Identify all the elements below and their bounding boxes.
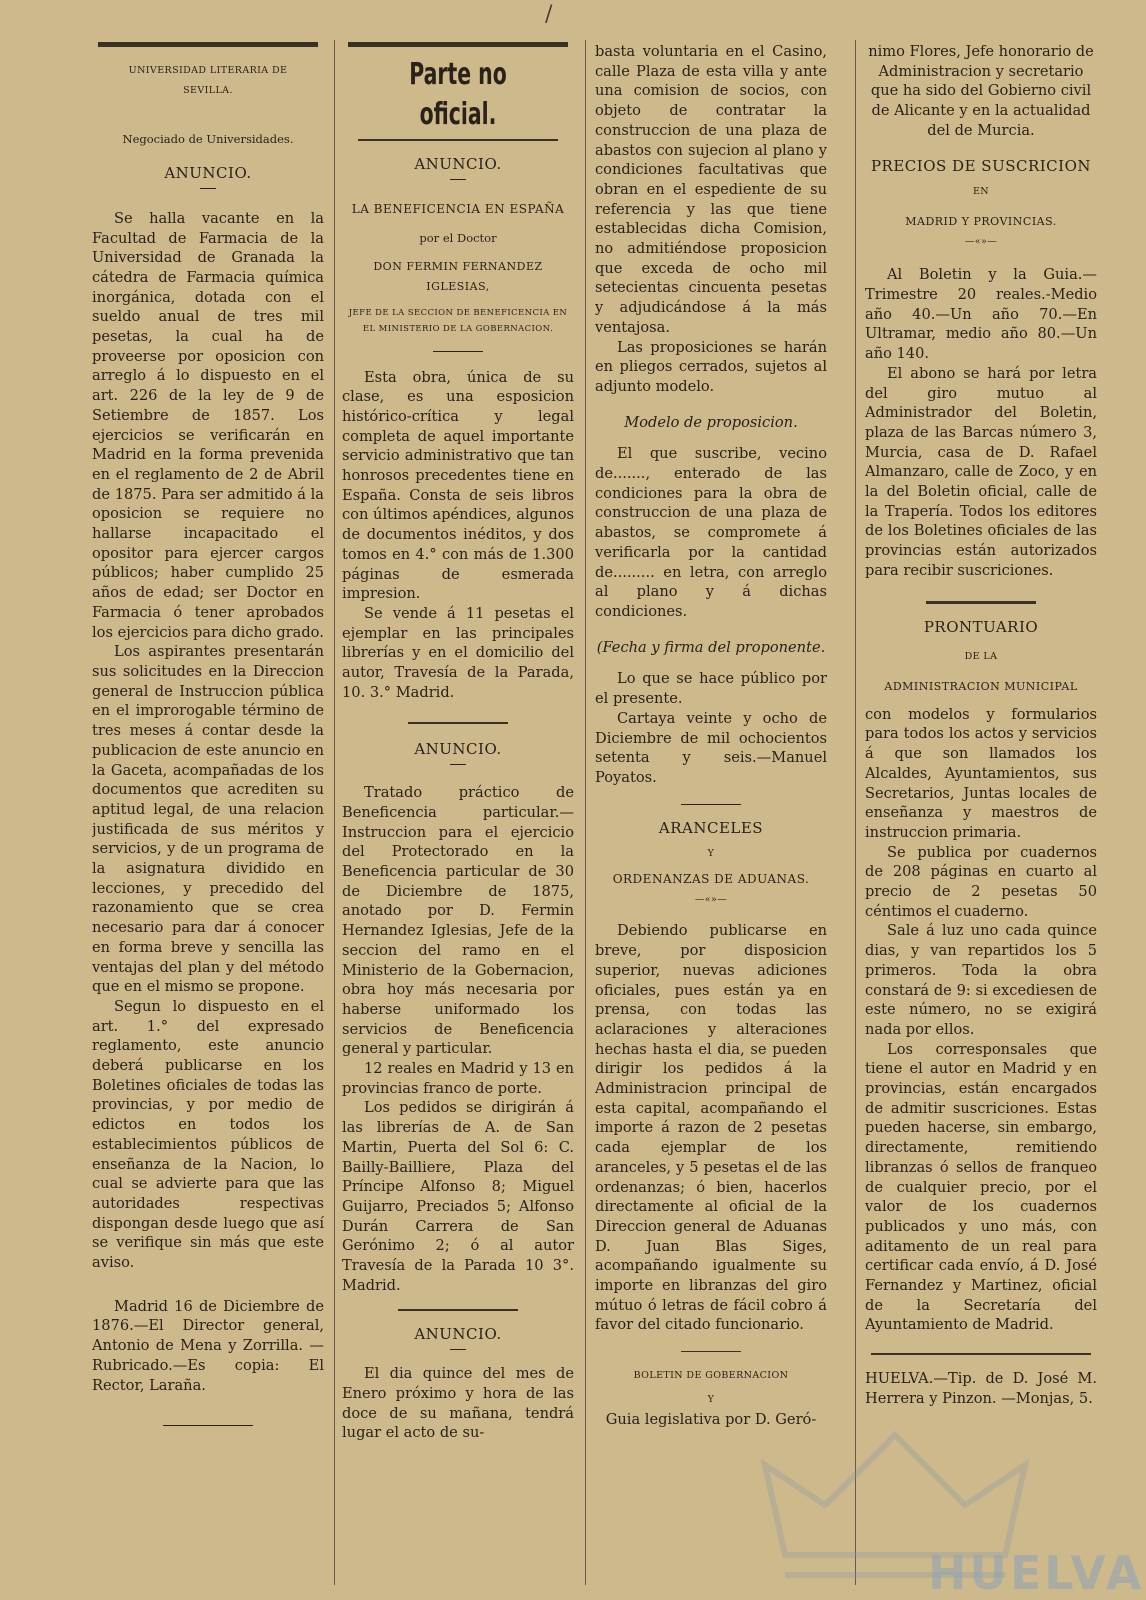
ornament: —«»— (694, 893, 728, 905)
aranceles-and: Y (707, 848, 715, 860)
anuncio-heading: ANUNCIO. (164, 164, 252, 183)
column-rule (855, 40, 856, 1585)
paragraph: El abono se hará por letra del giro mutuo al Administrador del Boletin, plaza de las Barcas número 3, Murcia, casa de D. Rafael Almanzaro, calle de Zoco, y en la del Boletin oficial, calle de la Trapería. Todos los editores de los Boletines oficiales de las provincias están autorizados para recibir suscriciones. (865, 364, 1097, 579)
book-title: LA BENEFICENCIA EN ESPAÑA (351, 201, 565, 216)
paragraph: basta voluntaria en el Casino, calle Plaza de esta villa y ante una comision de socios, con objeto de contratar la construccion de una plaza de abastos con sujecion al plano y condiciones facultativas que obran en el espediente de su referencia y las que tiene establecidas dicha Comision, no admitiéndose proposicion que exceda de ocho mil setecientas cincuenta pesetas y adjudicándose á la más ventajosa. (595, 43, 827, 336)
paragraph: Lo que se hace público por el presente. (595, 670, 827, 708)
precios-heading: PRECIOS DE SUSCRICION (870, 156, 1092, 175)
column-3 (595, 42, 827, 1590)
boletin-guia: Guia legislativa por D. Geró- (605, 1410, 817, 1428)
boletin-heading: BOLETIN DE GOBERNACION (633, 1370, 789, 1382)
divider (450, 1349, 466, 1350)
section-title: Parte no oficial. (409, 57, 507, 132)
paragraph: Se halla vacante en la Facultad de Farmacia de la Universidad de Granada la cátedra de Farmacia química inorgánica, dotada con el sueldo anual de tres mil pesetas, la cual ha de proveerse por oposicion con arreglo á lo dispuesto en el art. 226 de la ley de 9 de Setiembre de 1857. Los ejercicios se verificarán en Madrid en la forma prevenida en el reglamento de 2 de Abril de 1875. Para ser admitido á la oposicion se requiere no hallarse incapacitado el opositor para ejercer cargos públicos; haber cumplido 25 años de edad; ser Doctor en Farmacia ó tener aprobados los ejercicios para dicho grado. (92, 209, 324, 641)
divider (681, 804, 741, 805)
divider (433, 351, 483, 352)
ornament: —«»— (964, 235, 998, 247)
anuncio-heading: ANUNCIO. (414, 740, 502, 759)
prontuario-heading: PRONTUARIO (923, 617, 1039, 636)
divider (926, 601, 1036, 604)
column-4 (865, 42, 1097, 1590)
paragraph: Segun lo dispuesto en el art. 1.° del expresado reglamento, este anuncio deberá publicarse en los Boletines oficiales de todas las provincias, y por medio de edictos en todos los establecimientos públicos de enseñanza de la Nacion, lo cual se advierte para que las autoridades respectivas dispongan desde luego que así se verifique sin más que este aviso. (92, 997, 324, 1272)
column-2 (342, 42, 574, 1590)
top-mark: / (545, 2, 553, 27)
anuncio-heading: ANUNCIO. (414, 155, 502, 173)
paragraph: Se vende á 11 pesetas el ejemplar en las principales librerías y en el domicilio del autor, Travesía de la Parada, 10. 3.° Madrid. (342, 604, 574, 701)
column-1 (92, 42, 324, 1590)
administracion-heading: ADMINISTRACION MUNICIPAL (884, 679, 1078, 693)
aranceles-heading: ARANCELES (658, 818, 764, 837)
paragraph: Los pedidos se dirigirán á las librerías de A. de San Martin, Puerta del Sol 6: C. Bailly-Bailliere, Plaza del Príncipe Alfonso 8; Miguel Guijarro, Preciados 5; Alfonso Durán Carrera de San Gerónimo 2; ó al autor Travesía de la Parada 10 3°. Madrid. (342, 1099, 574, 1294)
paragraph: Debiendo publicarse en breve, por disposicion superior, nuevas adiciones oficiales, pues están ya en prensa, con todas las aclaraciones y alteraciones hechas hasta el dia, se pueden dirigir los pedidos á la Administracion principal de esta capital, acompañando el importe á razon de 2 pesetas cada ejemplar de los aranceles, y 5 pesetas el de las ordenanzas; ó bien, hacerlos directamente al oficial de la Direccion general de Aduanas D. Juan Blas Siges, acompañando igualmente su importe en libranzas del giro mútuo ó letras de fácil cobro á favor del citado funcionario. (595, 922, 827, 1334)
signature-paragraph: Madrid 16 de Diciembre de 1876.—El Director general, Antonio de Mena y Zorrilla. —Rubricado.—Es copia: El Rector, Laraña. (92, 1297, 324, 1394)
column-rule (585, 40, 586, 1585)
top-bar (98, 42, 318, 47)
paragraph: Los aspirantes presentarán sus solicitudes en la Direccion general de Instruccion pública en el improrogable término de tres meses á contar desde la publicacion de este anuncio en la Gaceta, acompañadas de los documentos que acrediten su aptitud legal, de una relacion justificada de sus méritos y servicios, y de un programa de la asignatura dividido en lecciones, y precedido del razonamiento que se crea necesario para dar á conocer en forma breve y sencilla las ventajas del plan y del método que en el mismo se propone. (92, 643, 324, 996)
ordenanzas-heading: ORDENANZAS DE ADUANAS. (612, 872, 810, 887)
paragraph: nimo Flores, Jefe honorario de Administracion y secretario que ha sido del Gobierno civil de Alicante y en la actualidad del de Murcia. (868, 43, 1094, 139)
watermark-text: HUELVA (928, 1546, 1145, 1600)
model-heading: Modelo de proposicion. (624, 413, 798, 431)
boletin-and: Y (707, 1393, 715, 1405)
paragraph: Los corresponsales que tiene el autor en Madrid y en provincias, están encargados de admitir suscriciones. Estas pueden hacerse, sin embargo, directamente, remitiendo libranzas ó sellos de franqueo de cualquier precio, por el valor de los cuadernos publicados y uno más, con aditamento de un real para certificar cada envío, á D. José Fernandez y Martinez, oficial de la Secretaría del Ayuntamiento de Madrid. (865, 1040, 1097, 1334)
paragraph: con modelos y formularios para todos los actos y servicios á que son llamados los Alcaldes, Ayuntamientos, sus Secretarios, Juntas locales de enseñanza y maestros de instruccion primaria. (865, 705, 1097, 841)
divider (358, 139, 558, 141)
imprint: HUELVA.—Tip. de D. José M. Herrera y Pinzon. —Monjas, 5. (865, 1370, 1097, 1407)
university-city: SEVILLA. (183, 84, 233, 96)
signature-note: (Fecha y firma del proponente. (596, 638, 826, 656)
author-title: JEFE DE LA SECCION DE BENEFICENCIA EN EL MINISTERIO DE LA GOBERNACION. (348, 307, 568, 334)
madrid-provincias: MADRID Y PROVINCIAS. (905, 214, 1057, 228)
divider (408, 722, 508, 724)
paragraph: Sale á luz uno cada quince dias, y van repartidos los 5 primeros. Toda la obra constará de 9: si excediesen de este número, no se exigirá nada por ellos. (865, 922, 1097, 1038)
divider (163, 1425, 253, 1426)
anuncio-heading: ANUNCIO. (414, 1325, 502, 1344)
prontuario-de-la: DE LA (964, 651, 998, 663)
book-by: por el Doctor (419, 231, 497, 246)
paragraph: Las proposiciones se harán en pliegos cerrados, sujetos al adjunto modelo. (595, 338, 827, 395)
divider (871, 1353, 1091, 1355)
column-rule (334, 40, 335, 1585)
paragraph: Al Boletin y la Guia.—Trimestre 20 reales.-Medio año 40.—Un año 70.—En Ultramar, medio año 80.—Un año 140. (865, 266, 1097, 363)
top-bar (348, 42, 568, 47)
paragraph: 12 reales en Madrid y 13 en provincias franco de porte. (342, 1060, 574, 1097)
paragraph: Cartaya veinte y ocho de Diciembre de mil ochocientos setenta y seis.—Manuel Poyatos. (595, 709, 827, 786)
divider (398, 1309, 518, 1311)
divider (681, 1351, 741, 1352)
book-author: DON FERMIN FERNANDEZ IGLESIAS, (373, 260, 543, 293)
paragraph: El dia quince del mes de Enero próximo y hora de las doce de su mañana, tendrá lugar el acto de su- (342, 1365, 574, 1442)
divider (200, 188, 216, 189)
divider (450, 179, 466, 180)
negociado-line: Negociado de Universidades. (122, 132, 294, 147)
divider (450, 764, 466, 765)
paragraph: El que suscribe, vecino de......., enterado de las condiciones para la obra de construccion de una plaza de abastos, se compromete á verificarla por la cantidad de......... en letra, con arreglo al plano y á dichas condiciones. (595, 445, 827, 620)
university-heading: UNIVERSIDAD LITERARIA DE (128, 65, 288, 76)
paragraph: Se publica por cuadernos de 208 páginas en cuarto al precio de 2 pesetas 50 céntimos el cuaderno. (865, 843, 1097, 920)
paragraph: Esta obra, única de su clase, es una esposicion histórico-crítica y legal completa de aquel importante servicio administrativo que tan honrosos precedentes tiene en España. Consta de seis libros con últimos apéndices, algunos de documentos inéditos, y dos tomos en 4.° con más de 1.300 páginas de esmerada impresion. (342, 368, 574, 603)
paragraph: Tratado práctico de Beneficencia particular.—Instruccion para el ejercicio del Protectorado en la Beneficencia particular de 30 de Diciembre de 1875, anotado por D. Fermin Hernandez Iglesias, Jefe de la seccion del ramo en el Ministerio de la Gobernacion, obra hoy más necesaria por haberse uniformado los servicios de Beneficencia general y particular. (342, 784, 574, 1058)
precios-en: EN (972, 186, 990, 198)
